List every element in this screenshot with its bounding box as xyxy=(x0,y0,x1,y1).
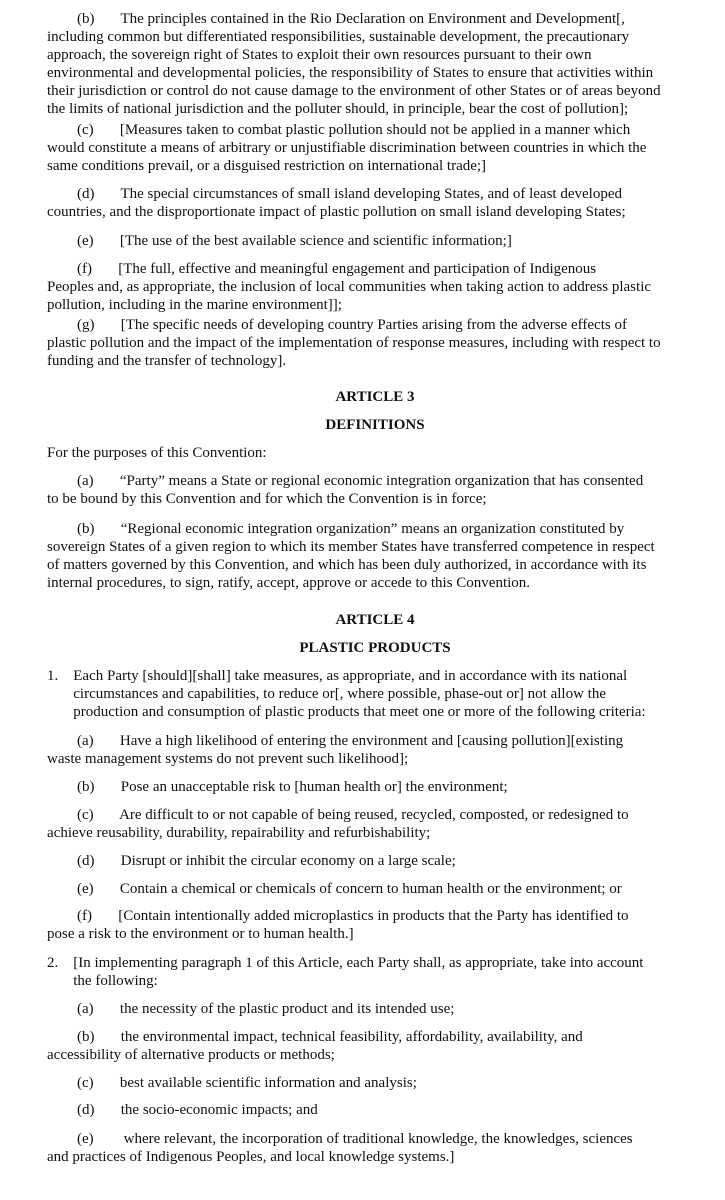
text-line: of matters governed by this Convention, and which has been duly authorized, in accordance with its xyxy=(47,557,647,573)
text-line: (d) the socio-economic impacts; and xyxy=(47,1102,318,1118)
text-line: (b) “Regional economic integration organization” means an organization constituted by xyxy=(47,521,625,537)
article-4-title: PLASTIC PRODUCTS xyxy=(299,640,451,656)
text-line: same conditions prevail, or a disguised restriction on international trade;] xyxy=(47,158,487,174)
text-line: (b) The principles contained in the Rio Declaration on Environment and Development[, xyxy=(47,11,625,27)
text-line: funding and the transfer of technology]. xyxy=(47,353,287,369)
text-line: (b) the environmental impact, technical feasibility, affordability, availability, and xyxy=(47,1029,583,1045)
text-line: would constitute a means of arbitrary or unjustifiable discrimination between countries in which the xyxy=(47,140,647,156)
text-line: sovereign States of a given region to which its member States have transferred competence in respect xyxy=(47,539,655,555)
text-line: (a) “Party” means a State or regional economic integration organization that has consented xyxy=(47,473,644,489)
text-line: (g) [The specific needs of developing country Parties arising from the adverse effects of xyxy=(47,317,627,333)
text-line: environmental and developmental policies, the responsibility of States to ensure that activities within xyxy=(47,65,654,81)
text-line: their jurisdiction or control do not cause damage to the environment of other States or of areas beyond xyxy=(47,83,661,99)
text-line: (c) [Measures taken to combat plastic pollution should not be applied in a manner which xyxy=(47,122,631,138)
text-line: plastic pollution and the impact of the implementation of response measures, including with respect to xyxy=(47,335,661,351)
text-line: (e) where relevant, the incorporation of traditional knowledge, the knowledges, sciences xyxy=(47,1131,633,1147)
text-line: pollution, including in the marine environment]]; xyxy=(47,297,342,313)
text-line: the limits of national jurisdiction and the polluter should, in principle, bear the cost of pollution]; xyxy=(47,101,629,117)
text-line: waste management systems do not prevent such likelihood]; xyxy=(47,751,409,767)
text-line: 2. [In implementing paragraph 1 of this Article, each Party shall, as appropriate, take into account xyxy=(47,955,644,971)
text-line: (f) [The full, effective and meaningful engagement and participation of Indigenous xyxy=(47,261,597,277)
text-line: (a) Have a high likelihood of entering the environment and [causing pollution][existing xyxy=(47,733,624,749)
text-line: (c) best available scientific information and analysis; xyxy=(47,1075,417,1091)
text-line: (e) [The use of the best available science and scientific information;] xyxy=(47,233,512,249)
text-line: pose a risk to the environment or to human health.] xyxy=(47,926,354,942)
text-line: countries, and the disproportionate impact of plastic pollution on small island developing States; xyxy=(47,204,626,220)
article-3-intro: For the purposes of this Convention: xyxy=(47,445,267,461)
article-4-number: ARTICLE 4 xyxy=(335,612,415,628)
text-line: (e) Contain a chemical or chemicals of concern to human health or the environment; or xyxy=(47,881,622,897)
text-line: accessibility of alternative products or methods; xyxy=(47,1047,335,1063)
text-line: including common but differentiated responsibilities, sustainable development, the precautionary xyxy=(47,29,630,45)
article-3-title: DEFINITIONS xyxy=(325,417,425,433)
text-line: approach, the sovereign right of States to exploit their own resources pursuant to their own xyxy=(47,47,592,63)
text-line: to be bound by this Convention and for which the Convention is in force; xyxy=(47,491,487,507)
text-line: circumstances and capabilities, to reduce or[, where possible, phase-out or] not allow the xyxy=(47,686,606,702)
text-line: (a) the necessity of the plastic product and its intended use; xyxy=(47,1001,455,1017)
text-line: Peoples and, as appropriate, the inclusion of local communities when taking action to address plastic xyxy=(47,279,652,295)
text-line: (b) Pose an unacceptable risk to [human health or] the environment; xyxy=(47,779,508,795)
text-line: (d) Disrupt or inhibit the circular economy on a large scale; xyxy=(47,853,456,869)
text-line: achieve reusability, durability, repairability and refurbishability; xyxy=(47,825,431,841)
text-line: the following: xyxy=(47,973,158,989)
text-line: production and consumption of plastic products that meet one or more of the following criteria: xyxy=(47,704,646,720)
text-line: (d) The special circumstances of small island developing States, and of least developed xyxy=(47,186,622,202)
text-line: (c) Are difficult to or not capable of being reused, recycled, composted, or redesigned to xyxy=(47,807,629,823)
text-line: internal procedures, to sign, ratify, accept, approve or accede to this Convention. xyxy=(47,575,531,591)
article-3-number: ARTICLE 3 xyxy=(335,389,415,405)
text-line: (f) [Contain intentionally added microplastics in products that the Party has identified to xyxy=(47,908,629,924)
text-line: 1. Each Party [should][shall] take measures, as appropriate, and in accordance with its national xyxy=(47,668,628,684)
text-line: and practices of Indigenous Peoples, and local knowledge systems.] xyxy=(47,1149,455,1165)
